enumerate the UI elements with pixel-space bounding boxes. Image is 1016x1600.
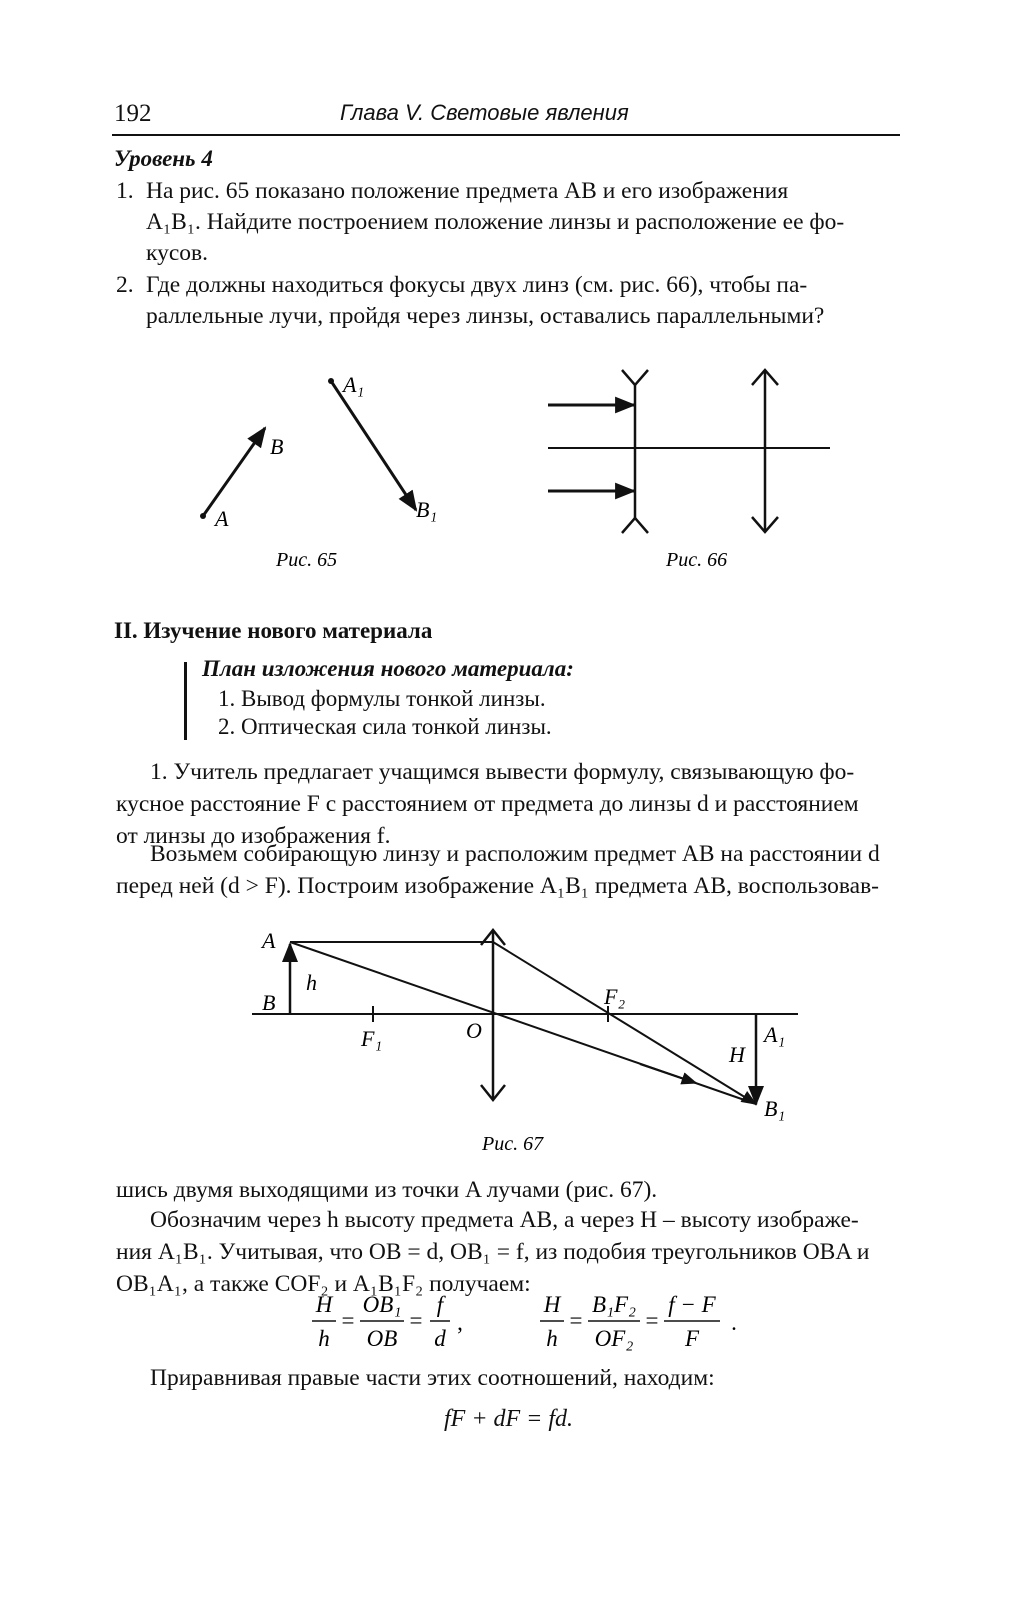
formula2-d3: F [684,1326,700,1351]
formula2-eq: = [569,1308,583,1333]
fig67-label-o: O [466,1018,482,1043]
formula1-n2: OB₁ [362,1292,402,1317]
paragraph-4 [116,1204,900,1300]
plan-title: План изложения нового материала: [202,656,574,681]
plan-item: 1. Вывод формулы тонкой линзы. [218,686,546,711]
formula2-d1: h [546,1326,558,1351]
page-number: 192 [114,100,152,127]
task-1-text [146,176,896,269]
chapter-title: Глава V. Световые явления [340,100,629,125]
task-2-line: раллельные лучи, пройдя через линзы, оставались параллельными? [146,303,825,329]
fig67-ray-refracted [493,942,756,1104]
task-1-line: кусов. [146,240,208,266]
fig66-diverging-lens [622,370,648,533]
fig65-label-b: B [270,434,284,459]
paragraph-line: от линзы до изображения f. [116,823,391,849]
formula1-d3: d [434,1326,446,1351]
fig65-label-a: A [215,506,229,531]
figures-65-66 [0,350,1016,580]
formula1-n3: f [436,1292,444,1317]
level-title: Уровень 4 [114,146,213,171]
paragraph-line: ния A₁B₁. Учитывая, что OB = d, OB₁ = f, из подобия треугольников OBA и [116,1239,870,1265]
fig67-label-a1: A₁ [764,1022,786,1047]
fig67-ray-center-arrow [640,1064,696,1083]
formula1-d1: h [318,1326,330,1351]
formula1-sep: , [457,1310,463,1335]
paragraph-line: Возьмем собирающую линзу и расположим предмет AB на расстоянии d [150,841,880,867]
fig67-label-a: A [262,928,276,953]
paragraph-line: перед ней (d > F). Построим изображение A₁B₁ предмета AB, воспользовав- [116,873,879,899]
formula2-n3: f − F [668,1292,716,1317]
task-1-number: 1. [116,178,134,204]
formula1-eq: = [341,1308,355,1333]
fig65-arrow-ab [203,428,265,516]
task-1-line: На рис. 65 показано положение предмета АВ и его изображения [146,178,789,204]
fig66-drawing [548,370,830,571]
formula1-n1: H [315,1292,333,1317]
paragraph-line: 1. Учитель предлагает учащимся вывести формулу, связывающую фо- [150,759,855,785]
task-1-line: A₁B₁. Найдите построением положение линзы и расположение ее фо- [146,209,845,235]
final-formula: fF + dF = fd. [444,1406,574,1432]
paragraph-line: OB₁A₁, а также COF₂ и A₁B₁F₂ получаем: [116,1271,531,1297]
paragraph-line: Обозначим через h высоту предмета AB, а через H – высоту изображе- [150,1207,859,1233]
fig67-label-f2: F₂ [604,984,626,1009]
task-2-text [146,270,896,332]
fig66-caption: Рис. 66 [666,549,728,571]
fig66-converging-lens [752,370,778,532]
formula1-d2: OB [366,1326,398,1351]
paragraph-line: кусное расстояние F с расстоянием от предмета до линзы d и расстоянием [116,791,859,817]
formula2-d2: OF₂ [594,1326,634,1351]
task-2-number: 2. [116,272,134,298]
fig65-label-a1: A₁ [343,372,365,397]
fig67-label-f1: F₁ [361,1026,383,1051]
formula2-end: . [731,1310,737,1335]
fig65-drawing [200,372,437,571]
plan-bar [184,662,187,740]
formula2-n1: H [543,1292,561,1317]
formula1-eq: = [409,1308,423,1333]
paragraph-line: Приравнивая правые части этих соотношений, находим: [150,1365,715,1391]
formula2-eq: = [645,1308,659,1333]
task-2-line: Где должны находиться фокусы двух линз (см. рис. 66), чтобы па- [146,272,808,298]
fig67-caption: Рис. 67 [482,1133,544,1155]
figure-67 [240,918,820,1158]
fig67-label-b: B [262,990,276,1015]
paragraph-line: шись двумя выходящими из точки A лучами (рис. 67). [116,1177,658,1203]
fig65-caption: Рис. 65 [276,549,338,571]
formula2-n2: B₁F₂ [591,1292,637,1317]
formula-block [290,1288,770,1356]
fig67-label-b1: B₁ [764,1096,786,1121]
paragraph-5 [116,1362,900,1394]
paragraph-3 [116,1174,900,1206]
paragraph-2 [116,838,900,902]
plan-item: 2. Оптическая сила тонкой линзы. [218,714,552,739]
fig67-label-h-image: H [729,1042,745,1067]
fig65-label-b1: B₁ [416,497,438,522]
fig67-label-h: h [306,970,317,995]
fig65-arrow-a1b1 [331,381,416,510]
header-rule [112,134,900,136]
section-title: II. Изучение нового материала [114,618,433,643]
